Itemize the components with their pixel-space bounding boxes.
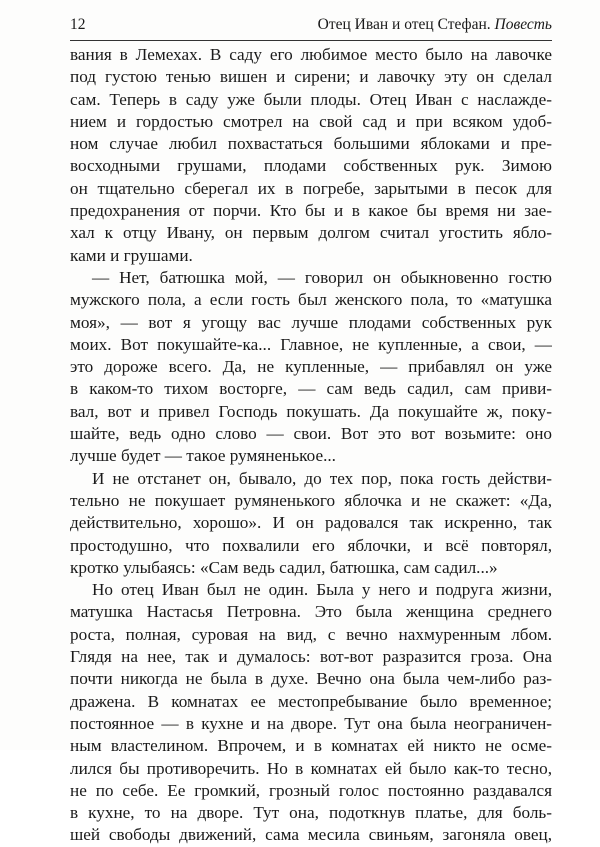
text-line: Но отец Иван был не один. Была у него и подруга жизни, <box>92 580 552 600</box>
book-title: Отец Иван и отец Стефан. <box>317 16 491 33</box>
text-line: шей свободы движений, сама месила свиньям, загоняла овец, <box>70 825 552 845</box>
text-line: ным властелином. Впрочем, и в комнатах ей никто не осме- <box>70 736 552 756</box>
text-line: — Нет, батюшка мой, — говорил он обыкновенно гостю <box>92 267 552 287</box>
text-line: роста, полная, суровая на вид, с вечно нахмуренным лбом. <box>70 624 552 644</box>
text-line: дражена. В комнатах ее местопребывание было временное; <box>70 691 552 711</box>
text-line: мужского пола, а если гость был женского пола, то «матушка <box>70 290 552 310</box>
text-line: сам. Теперь в саду уже были плоды. Отец Иван с наслажде- <box>70 89 552 109</box>
text-line: это дороже всего. Да, не купленные, — прибавлял он уже <box>70 357 552 377</box>
text-line: лился бы противоречить. Но в комнатах ей было как-то тесно, <box>70 758 552 778</box>
text-line: ками и грушами. <box>70 245 193 265</box>
text-line: моя», — вот я угощу вас лучше плодами собственных рук <box>70 312 552 332</box>
text-line: под густою тенью вишен и сирени; и лавочку эту он сделал <box>70 67 552 87</box>
text-line: Глядя на нее, так и думалось: вот-вот разразится гроза. Она <box>70 647 552 667</box>
text-line: хал к отцу Ивану, он первым долгом считал угостить ябло- <box>70 223 552 243</box>
text-line: матушка Настасья Петровна. Это была женщина среднего <box>70 602 552 622</box>
text-line: не по себе. Ее громкий, грозный голос постоянно раздавался <box>70 780 552 800</box>
text-line: лучше будет — такое румяненькое... <box>70 446 336 466</box>
running-title <box>318 12 552 38</box>
text-line: восходными грушами, плодами собственных рук. Зимою <box>70 156 552 176</box>
text-line: простодушно, что похвалили его яблочки, и всё повторял, <box>70 535 552 555</box>
book-genre: Повесть <box>494 16 552 33</box>
text-line: постоянное — в кухне и на дворе. Тут она была неограничен- <box>70 713 552 733</box>
text-line: шайте, ведь одно слово — свои. Вот это вот возьмите: оно <box>70 424 552 444</box>
running-header <box>70 12 552 38</box>
text-line: кротко улыбаясь: «Сам ведь садил, батюшка, сам садил...» <box>70 557 498 577</box>
text-line: вания в Лемехах. В саду его любимое место было на лавочке <box>70 45 552 64</box>
text-line: нием и гордостью смотрел на свой сад и при всяком удоб- <box>70 111 552 131</box>
text-line: И не отстанет он, бывало, до тех пор, пока гость действи- <box>92 468 552 488</box>
text-line: предохранения от порчи. Кто бы и в какое бы время ни зае- <box>70 201 552 221</box>
text-line: почти никогда не была в духе. Вечно она была чем-либо раз- <box>70 669 552 689</box>
body-text <box>70 44 552 847</box>
text-line: действительно, хорошо». И он радовался так искренно, так <box>70 513 552 533</box>
text-line: в кухне, то на дворе. Тут она, подоткнув платье, для боль- <box>70 803 552 823</box>
header-rule <box>70 40 552 41</box>
text-line: в каком-то тихом восторге, — сам ведь садил, сам приви- <box>70 379 552 399</box>
text-line: ном случае любил похвастаться большими яблоками и пре- <box>70 134 552 154</box>
text-line: моих. Вот покушайте-ка... Главное, не купленные, а свои, — <box>70 334 552 354</box>
text-line: вал, вот и привел Господь покушать. Да покушайте ж, поку- <box>70 401 552 421</box>
text-line: тельно не покушает румяненького яблочка и не скажет: «Да, <box>70 490 552 510</box>
text-line: он тщательно сберегал их в погребе, зарытыми в песок для <box>70 178 552 198</box>
page-number: 12 <box>70 16 86 33</box>
